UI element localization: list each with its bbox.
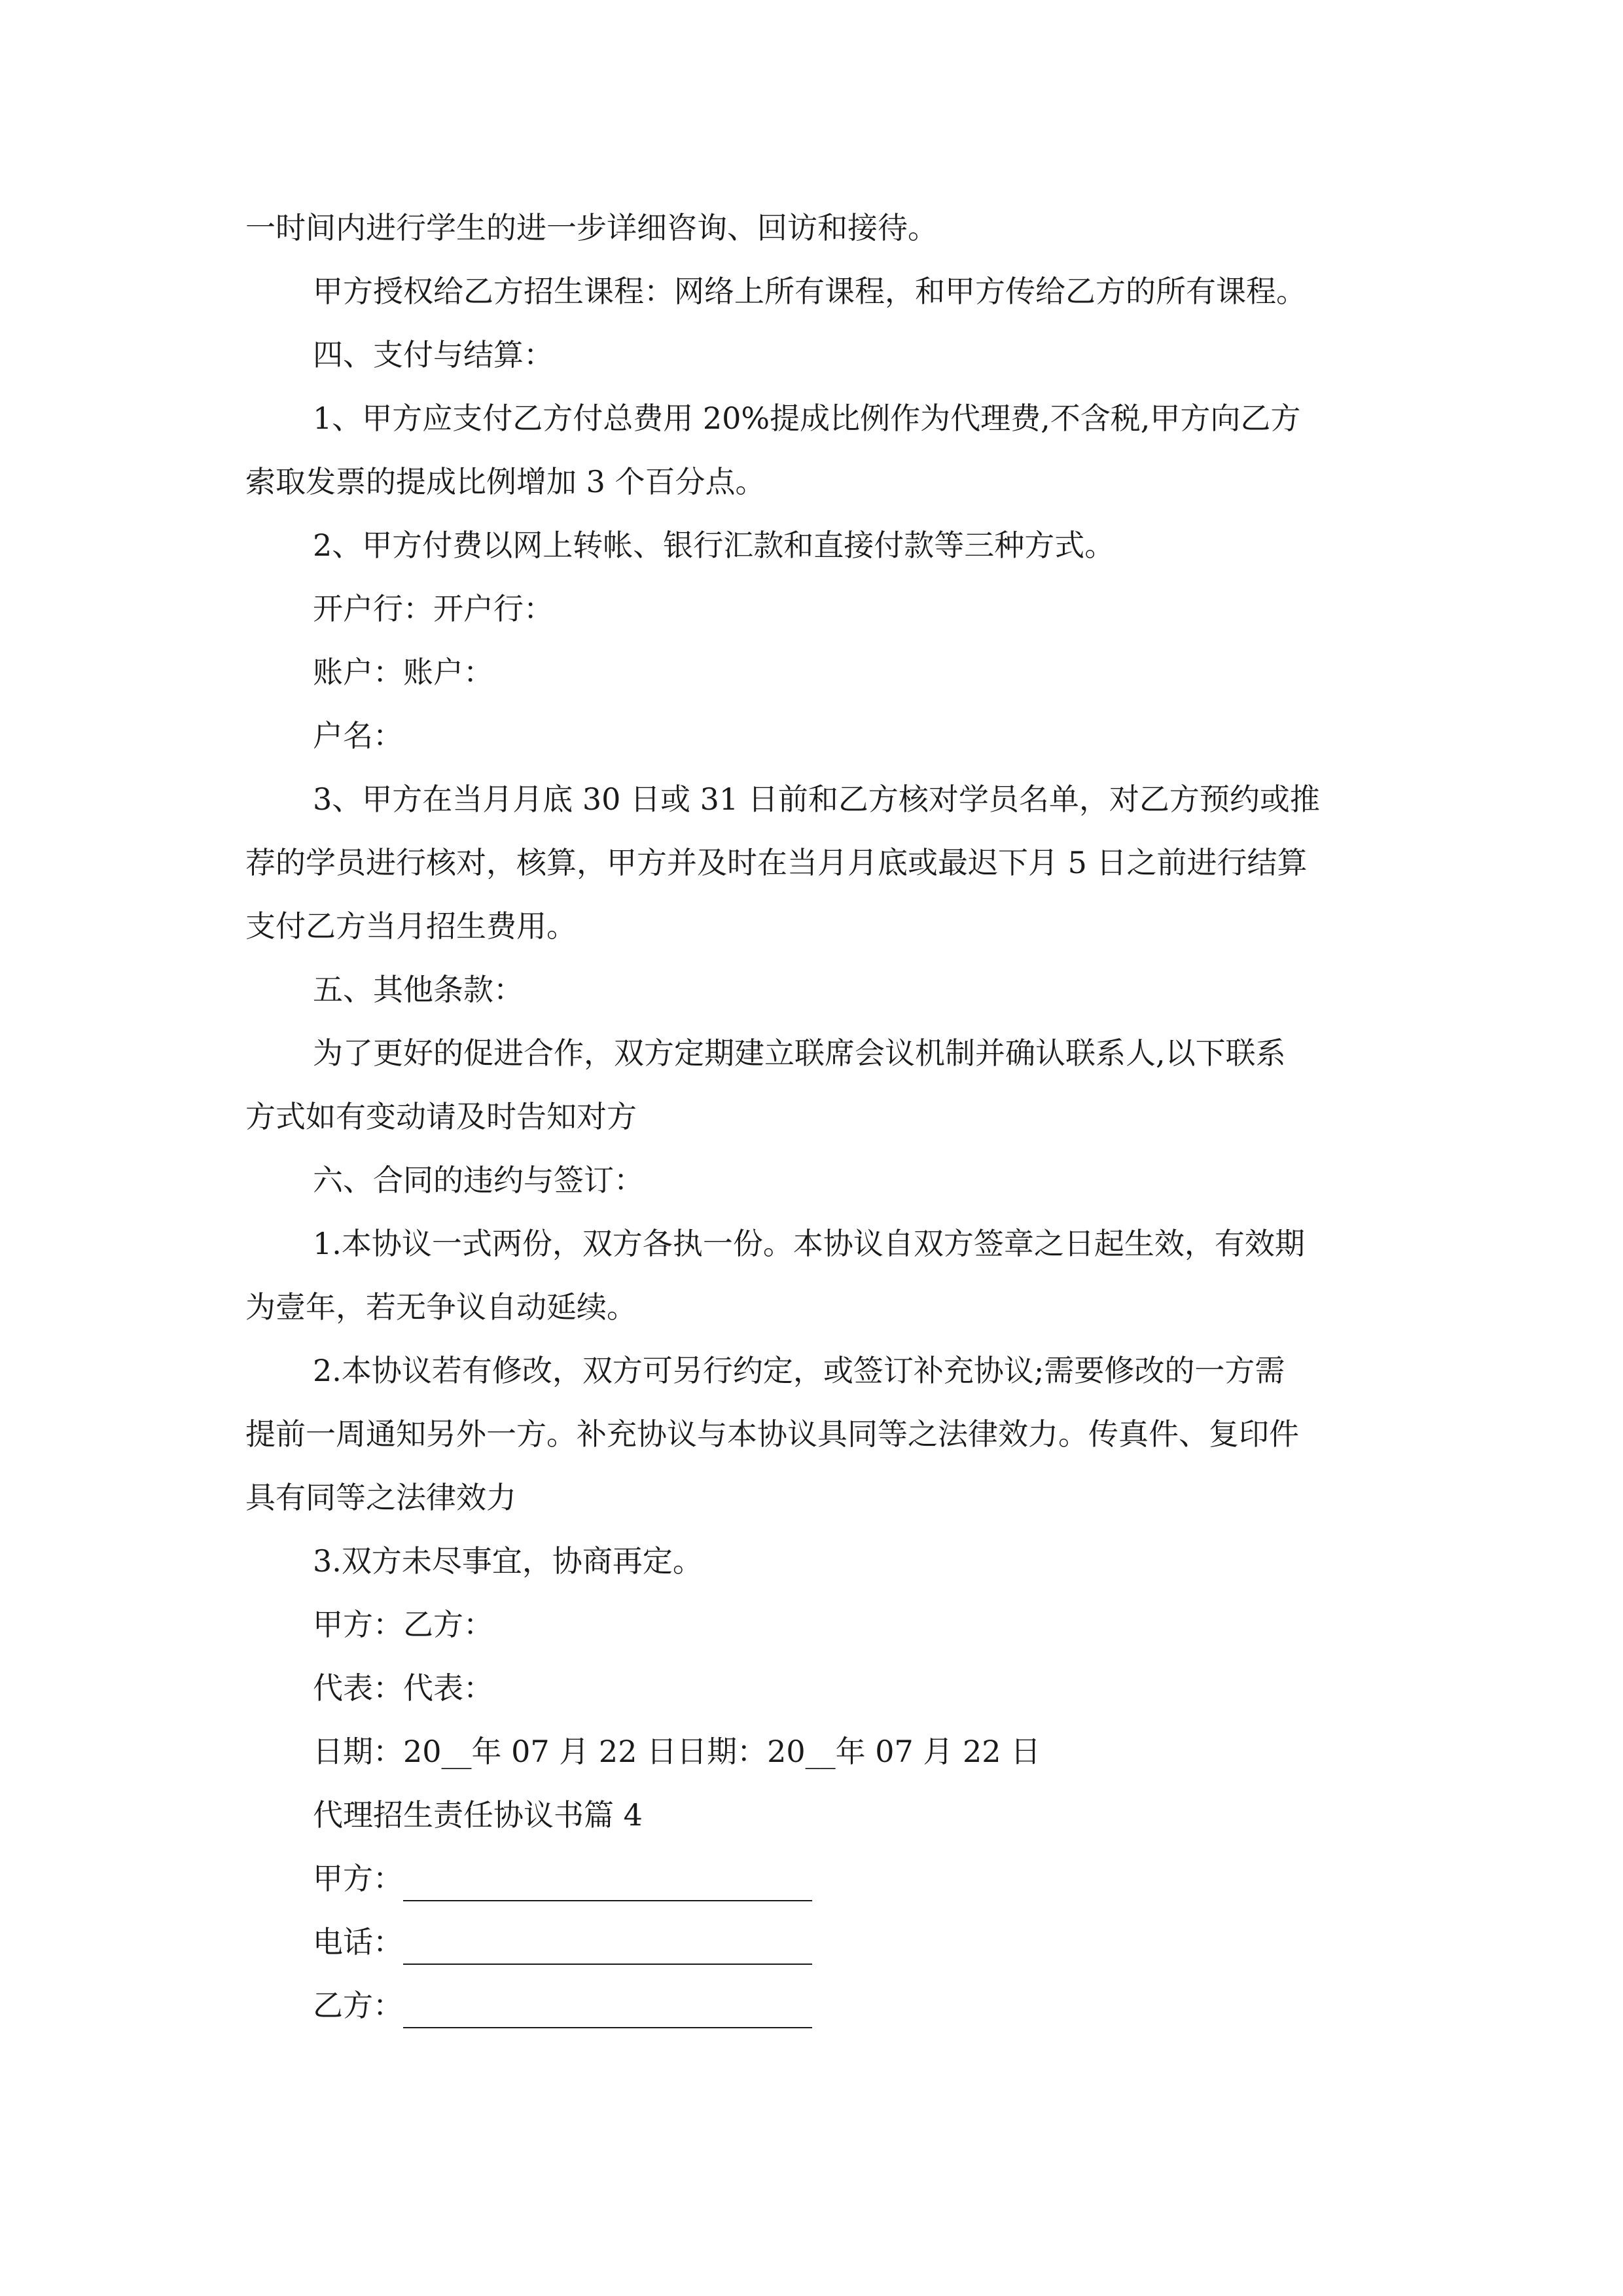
text-line: 一时间内进行学生的进一步详细咨询、回访和接待。	[245, 210, 938, 245]
text-line: 开户行：开户行：	[313, 591, 554, 626]
text-line: 3、甲方在当月月底 30 日或 31 日前和乙方核对学员名单，对乙方预约或推	[313, 781, 1320, 817]
text-line: 方式如有变动请及时告知对方	[245, 1099, 637, 1134]
party-b-field	[245, 1974, 1384, 2037]
text-line: 3.双方未尽事宜，协商再定。	[313, 1543, 703, 1579]
field-label: 电话：	[313, 1924, 403, 1960]
text-line: 户名：	[313, 718, 403, 753]
section-heading: 五、其他条款：	[313, 972, 524, 1007]
blank-underline[interactable]	[403, 1923, 812, 1965]
text-line: 2.本协议若有修改，双方可另行约定，或签订补充协议;需要修改的一方需	[313, 1353, 1285, 1388]
text-line: 支付乙方当月招生费用。	[245, 908, 577, 944]
blank-underline[interactable]	[403, 1859, 812, 1901]
text-line: 具有同等之法律效力	[245, 1480, 516, 1515]
signature-parties-line: 甲方：乙方：	[313, 1607, 493, 1642]
text-line: 为了更好的促进合作，双方定期建立联席会议机制并确认联系人,以下联系	[313, 1035, 1286, 1071]
text-line: 1.本协议一式两份，双方各执一份。本协议自双方签章之日起生效，有效期	[313, 1226, 1305, 1261]
signature-representatives-line: 代表：代表：	[313, 1670, 493, 1706]
document-page	[245, 196, 1384, 2037]
phone-field	[245, 1910, 1384, 1974]
signature-dates-line: 日期：20__年 07 月 22 日日期：20__年 07 月 22 日	[313, 1734, 1041, 1769]
party-a-field	[245, 1847, 1384, 1910]
text-line: 荐的学员进行核对，核算，甲方并及时在当月月底或最迟下月 5 日之前进行结算	[245, 845, 1308, 880]
text-line: 提前一周通知另外一方。补充协议与本协议具同等之法律效力。传真件、复印件	[245, 1416, 1299, 1452]
text-line: 为壹年，若无争议自动延续。	[245, 1289, 637, 1325]
text-line: 账户：账户：	[313, 655, 493, 690]
section-heading: 六、合同的违约与签订：	[313, 1162, 644, 1198]
text-line: 1、甲方应支付乙方付总费用 20%提成比例作为代理费,不含税,甲方向乙方	[313, 401, 1301, 436]
text-line: 2、甲方付费以网上转帐、银行汇款和直接付款等三种方式。	[313, 528, 1115, 563]
blank-underline[interactable]	[403, 1986, 812, 2028]
field-label: 乙方：	[313, 1988, 403, 2023]
field-label: 甲方：	[313, 1861, 403, 1896]
text-line: 甲方授权给乙方招生课程：网络上所有课程，和甲方传给乙方的所有课程。	[313, 274, 1306, 309]
text-line: 索取发票的提成比例增加 3 个百分点。	[245, 464, 766, 499]
document-title: 代理招生责任协议书篇 4	[313, 1797, 643, 1833]
section-heading: 四、支付与结算：	[313, 337, 554, 372]
